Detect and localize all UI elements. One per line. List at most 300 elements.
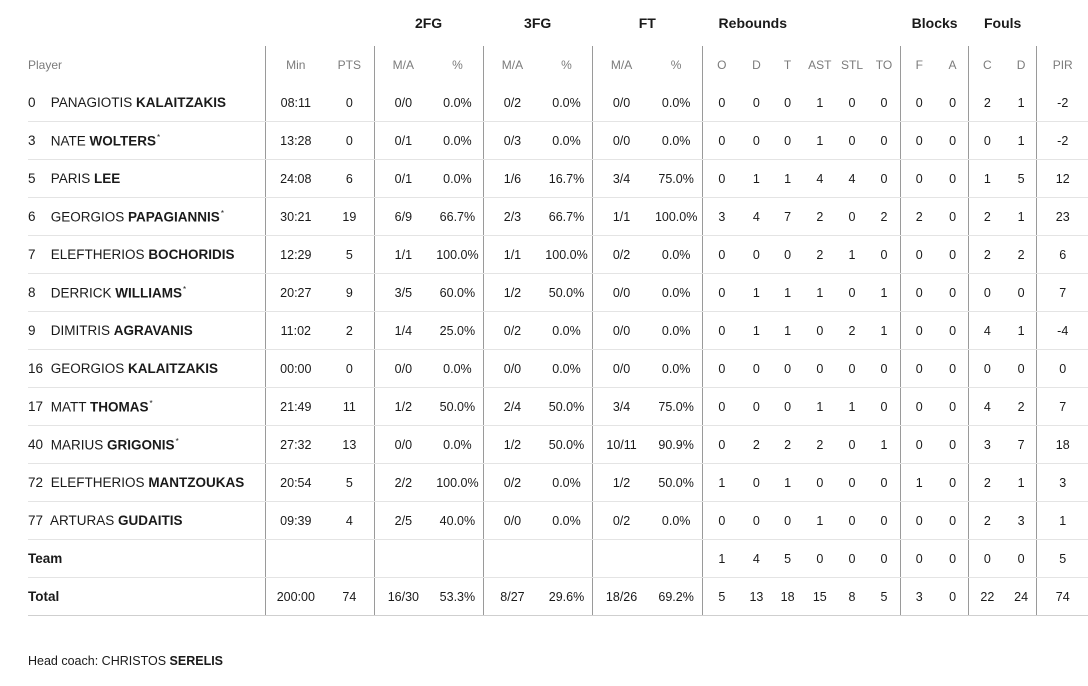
box-score-table-container — [28, 0, 1073, 616]
stat-cell: 1/1 — [374, 236, 432, 274]
stat-cell: 0/1 — [374, 122, 432, 160]
stat-cell: 0/2 — [483, 84, 541, 122]
stat-cell: 66.7% — [432, 198, 483, 236]
stat-cell: 5 — [702, 578, 740, 616]
player-number: 0 — [28, 95, 36, 110]
stat-cell: 0.0% — [650, 312, 702, 350]
player-name-cell[interactable] — [28, 426, 266, 464]
stat-cell: 0 — [868, 464, 901, 502]
stat-cell: 29.6% — [541, 578, 592, 616]
player-first-name: DERRICK — [50, 285, 112, 301]
stat-cell: 0 — [803, 464, 836, 502]
stat-cell: 1 — [741, 312, 772, 350]
stat-cell: 2 — [772, 426, 803, 464]
stat-cell: 5 — [868, 578, 901, 616]
stat-cell: 1 — [836, 388, 867, 426]
group-3fg: 3FG — [524, 15, 552, 31]
team-label: Team — [28, 540, 266, 578]
stat-cell: 0.0% — [432, 84, 483, 122]
column-header: C — [968, 46, 1005, 84]
stat-cell: 1 — [868, 274, 901, 312]
player-last-name: KALAITZAKIS — [136, 95, 227, 110]
stat-cell: 50.0% — [541, 426, 592, 464]
head-coach-first-name: CHRISTOS — [101, 654, 167, 668]
stat-cell: 0 — [836, 84, 867, 122]
stat-cell: 7 — [772, 198, 803, 236]
player-name-cell[interactable] — [28, 236, 266, 274]
stat-cell: 2 — [1006, 236, 1037, 274]
column-header: M/A — [483, 46, 541, 84]
stat-cell: 00:00 — [266, 350, 325, 388]
stat-cell: 1 — [1006, 464, 1037, 502]
stat-cell: 0/0 — [592, 84, 650, 122]
stat-cell: 0.0% — [432, 350, 483, 388]
stat-cell: 2 — [325, 312, 374, 350]
table-row — [28, 388, 1088, 426]
stat-cell: 4 — [836, 160, 867, 198]
stat-cell: 0 — [937, 274, 968, 312]
stat-cell: 0 — [325, 84, 374, 122]
stat-cell: 1 — [1006, 122, 1037, 160]
stat-cell: 0.0% — [541, 312, 592, 350]
player-number: 17 — [28, 399, 44, 415]
stat-cell: 4 — [803, 160, 836, 198]
stat-cell: 0.0% — [541, 502, 592, 540]
stat-cell: 1 — [1006, 84, 1037, 122]
stat-cell: 19 — [325, 198, 374, 236]
stat-cell: 100.0% — [650, 198, 702, 236]
stat-cell: 0 — [901, 388, 937, 426]
stat-cell: 0 — [937, 122, 968, 160]
player-last-name: GRIGONIS — [107, 437, 175, 453]
stat-cell: 0 — [772, 122, 803, 160]
stat-cell: 0 — [901, 236, 937, 274]
player-first-name: MATT — [50, 399, 87, 415]
team-row — [28, 540, 1088, 578]
stat-cell: 23 — [1037, 198, 1088, 236]
stat-cell: 60.0% — [432, 274, 483, 312]
stat-cell: 1 — [803, 122, 836, 160]
stat-cell: 27:32 — [266, 426, 325, 464]
stat-cell: 0 — [836, 426, 867, 464]
table-row — [28, 426, 1088, 464]
player-first-name: MARIUS — [50, 437, 104, 453]
column-header: AST — [808, 58, 832, 72]
stat-cell: 0 — [901, 540, 937, 578]
stat-cell: 09:39 — [266, 502, 325, 540]
stat-cell: 0.0% — [650, 502, 702, 540]
column-header: Min — [266, 46, 325, 84]
table-row — [28, 198, 1088, 236]
player-number: 6 — [28, 209, 36, 225]
stat-cell: 2 — [968, 84, 1005, 122]
stat-cell: 20:27 — [266, 274, 325, 312]
stat-cell: 11 — [325, 388, 374, 426]
stat-cell: 7 — [1037, 388, 1088, 426]
starter-mark: * — [149, 398, 153, 408]
stat-cell: 0.0% — [650, 274, 702, 312]
stat-cell: 1 — [702, 540, 740, 578]
stat-cell: 1 — [772, 464, 803, 502]
stat-cell: 1 — [1006, 312, 1037, 350]
player-number: 5 — [28, 171, 36, 186]
group-blocks: Blocks — [911, 15, 958, 31]
player-first-name: PANAGIOTIS — [50, 95, 133, 110]
stat-cell: 0 — [937, 578, 968, 616]
stat-cell: 0 — [937, 198, 968, 236]
stat-cell: 21:49 — [266, 388, 325, 426]
stat-cell: 6 — [325, 160, 374, 198]
stat-cell: 1 — [772, 274, 803, 312]
stat-cell: 0/0 — [592, 350, 650, 388]
player-name-cell[interactable] — [28, 198, 266, 236]
stat-cell: 50.0% — [650, 464, 702, 502]
player-name-cell[interactable] — [28, 160, 266, 198]
stat-cell: 1 — [702, 464, 740, 502]
column-header: Player — [28, 58, 63, 72]
stat-cell: 0.0% — [650, 350, 702, 388]
stat-cell: 0 — [702, 388, 740, 426]
stat-cell: 22 — [968, 578, 1005, 616]
stat-cell: 0 — [968, 540, 1005, 578]
stat-cell: 0 — [901, 312, 937, 350]
group-rebounds: Rebounds — [718, 15, 787, 31]
stat-cell: 2 — [901, 198, 937, 236]
player-first-name: NATE — [50, 133, 86, 149]
stat-cell: 0 — [901, 274, 937, 312]
stat-cell: 100.0% — [432, 236, 483, 274]
stat-cell: 90.9% — [650, 426, 702, 464]
stat-cell: 0.0% — [541, 464, 592, 502]
stat-cell: 0 — [702, 236, 740, 274]
stat-cell: 24 — [1006, 578, 1037, 616]
stat-cell: 0/1 — [374, 160, 432, 198]
starter-mark: * — [175, 436, 179, 446]
stat-cell: 8/27 — [483, 578, 541, 616]
stat-cell: 0 — [803, 312, 836, 350]
stat-cell: 0/2 — [483, 464, 541, 502]
stat-cell: 0 — [325, 122, 374, 160]
stat-cell: 0 — [702, 502, 740, 540]
head-coach — [28, 654, 223, 668]
stat-cell: 2 — [803, 236, 836, 274]
box-score-table — [28, 0, 1088, 616]
stat-cell: 13 — [325, 426, 374, 464]
stat-cell: 6 — [1037, 236, 1088, 274]
stat-cell: 2/3 — [483, 198, 541, 236]
stat-cell: 5 — [325, 464, 374, 502]
stat-cell: 0 — [968, 274, 1005, 312]
player-last-name: WILLIAMS — [115, 285, 183, 301]
stat-cell: 1 — [803, 274, 836, 312]
stat-cell: 2 — [1006, 388, 1037, 426]
player-last-name: MANTZOUKAS — [148, 475, 245, 490]
column-header: M/A — [374, 46, 432, 84]
stat-cell: 0 — [1006, 540, 1037, 578]
stat-cell: 1 — [1006, 198, 1037, 236]
stat-cell: 1 — [836, 236, 867, 274]
player-last-name: WOLTERS — [89, 133, 157, 149]
stat-cell: 8 — [836, 578, 867, 616]
stat-cell: 0 — [937, 312, 968, 350]
player-number: 77 — [28, 513, 44, 528]
stat-cell: 0 — [836, 350, 867, 388]
table-row — [28, 122, 1088, 160]
stat-cell: 1/2 — [483, 426, 541, 464]
stat-cell: 1 — [772, 160, 803, 198]
stat-cell: 2 — [868, 198, 901, 236]
stat-cell: 0 — [868, 350, 901, 388]
stat-cell — [483, 540, 541, 578]
stat-cell: 0 — [868, 502, 901, 540]
stat-cell: 0 — [937, 388, 968, 426]
stat-cell: 2 — [836, 312, 867, 350]
stat-cell: 0/2 — [483, 312, 541, 350]
player-name-cell[interactable] — [28, 350, 266, 388]
stat-cell — [432, 540, 483, 578]
stat-cell: 20:54 — [266, 464, 325, 502]
stat-cell: 0.0% — [541, 122, 592, 160]
player-name-cell[interactable] — [28, 84, 266, 122]
stat-cell: 1 — [803, 502, 836, 540]
stat-cell: 0 — [937, 426, 968, 464]
stat-cell: 0 — [772, 502, 803, 540]
player-name-cell[interactable] — [28, 464, 266, 502]
stat-cell: 0 — [968, 122, 1005, 160]
stat-cell: 1 — [741, 274, 772, 312]
player-number: 3 — [28, 133, 36, 149]
stat-cell: 16/30 — [374, 578, 432, 616]
stat-cell: 6/9 — [374, 198, 432, 236]
stat-cell: 0 — [901, 160, 937, 198]
stat-cell: 0 — [836, 274, 867, 312]
stat-cell: 74 — [1037, 578, 1088, 616]
player-first-name: ELEFTHERIOS — [50, 247, 145, 262]
stat-cell: 66.7% — [541, 198, 592, 236]
stat-cell: 0.0% — [432, 160, 483, 198]
stat-cell: 0 — [836, 502, 867, 540]
stat-cell: 2 — [968, 464, 1005, 502]
column-header: F — [901, 46, 937, 84]
table-row — [28, 464, 1088, 502]
stat-cell: 5 — [772, 540, 803, 578]
stat-cell: 0 — [1006, 274, 1037, 312]
stat-cell: 0 — [325, 350, 374, 388]
stat-cell: 0/0 — [374, 350, 432, 388]
stat-cell: 1/1 — [483, 236, 541, 274]
column-header: % — [561, 58, 572, 72]
player-rows — [28, 84, 1088, 616]
stat-cell: 2 — [741, 426, 772, 464]
stat-cell: 12:29 — [266, 236, 325, 274]
stat-cell: 2 — [968, 236, 1005, 274]
column-header: % — [670, 58, 682, 72]
column-header: O — [702, 46, 740, 84]
column-header: PIR — [1037, 46, 1088, 84]
stat-cell: 0 — [772, 388, 803, 426]
stat-cell: 7 — [1006, 426, 1037, 464]
column-header-row — [28, 46, 1088, 84]
table-row — [28, 274, 1088, 312]
stat-cell: 0 — [772, 350, 803, 388]
stat-cell: 0 — [702, 160, 740, 198]
stat-cell: 0 — [937, 502, 968, 540]
stat-cell: 0 — [702, 122, 740, 160]
column-header: M/A — [592, 46, 650, 84]
stat-cell: 53.3% — [432, 578, 483, 616]
player-first-name: ELEFTHERIOS — [50, 475, 145, 490]
player-number: 40 — [28, 437, 44, 453]
stat-cell: 13:28 — [266, 122, 325, 160]
stat-cell: 1 — [803, 84, 836, 122]
stat-cell: 10/11 — [592, 426, 650, 464]
stat-cell: 69.2% — [650, 578, 702, 616]
stat-cell: 0 — [702, 84, 740, 122]
stat-cell: 4 — [325, 502, 374, 540]
stat-cell: 0 — [937, 464, 968, 502]
stat-cell: 1 — [1037, 502, 1088, 540]
stat-cell — [374, 540, 432, 578]
head-coach-last-name: SERELIS — [169, 654, 224, 668]
stat-cell: -2 — [1037, 84, 1088, 122]
stat-cell: 11:02 — [266, 312, 325, 350]
stat-cell: 0 — [868, 84, 901, 122]
player-name-cell[interactable] — [28, 312, 266, 350]
stat-cell: 0/0 — [592, 274, 650, 312]
stat-cell: 0 — [702, 312, 740, 350]
total-row — [28, 578, 1088, 616]
stat-cell: 1/2 — [592, 464, 650, 502]
table-row — [28, 502, 1088, 540]
player-last-name: THOMAS — [90, 399, 149, 415]
stat-cell: 0 — [836, 198, 867, 236]
starter-mark: * — [183, 284, 187, 294]
stat-cell: 0 — [741, 84, 772, 122]
stat-cell: 200:00 — [266, 578, 325, 616]
stat-cell: 0 — [836, 464, 867, 502]
stat-cell: 08:11 — [266, 84, 325, 122]
stat-cell: 18 — [1037, 426, 1088, 464]
stat-cell: 0/2 — [592, 236, 650, 274]
stat-cell: 0 — [803, 540, 836, 578]
player-last-name: PAPAGIANNIS — [128, 209, 220, 225]
total-label: Total — [28, 578, 266, 616]
stat-cell: 1/6 — [483, 160, 541, 198]
stat-cell — [325, 540, 374, 578]
player-last-name: BOCHORIDIS — [148, 247, 235, 262]
stat-cell: 3 — [968, 426, 1005, 464]
player-last-name: KALAITZAKIS — [128, 361, 219, 376]
stat-cell: 5 — [325, 236, 374, 274]
player-number: 16 — [28, 361, 44, 376]
stat-cell: 40.0% — [432, 502, 483, 540]
stat-cell: 100.0% — [541, 236, 592, 274]
column-header: D — [1016, 58, 1026, 72]
group-ft: FT — [638, 15, 656, 31]
player-name-cell[interactable] — [28, 388, 266, 426]
stat-cell: 1 — [968, 160, 1005, 198]
stat-cell: 0 — [702, 274, 740, 312]
stat-cell: 0 — [901, 122, 937, 160]
stat-cell: 0 — [836, 540, 867, 578]
stat-cell: 0 — [901, 350, 937, 388]
stat-cell: 0 — [937, 540, 968, 578]
player-name-cell[interactable] — [28, 274, 266, 312]
stat-cell: 24:08 — [266, 160, 325, 198]
stat-cell: 0 — [741, 236, 772, 274]
stat-cell: 0/0 — [374, 84, 432, 122]
stat-cell: 2 — [803, 198, 836, 236]
player-last-name: AGRAVANIS — [113, 323, 193, 338]
stat-cell: 0/0 — [483, 350, 541, 388]
stat-cell: 1/2 — [374, 388, 432, 426]
player-last-name: LEE — [94, 171, 121, 186]
stat-cell: 0 — [868, 122, 901, 160]
stat-cell: 3/4 — [592, 160, 650, 198]
stat-cell: 100.0% — [432, 464, 483, 502]
stat-cell: 0.0% — [650, 236, 702, 274]
stat-cell: 5 — [1037, 540, 1088, 578]
stat-cell: 0/0 — [374, 426, 432, 464]
stat-cell: 0 — [803, 350, 836, 388]
stat-cell: 0 — [868, 388, 901, 426]
stat-cell: 50.0% — [541, 274, 592, 312]
stat-cell: -4 — [1037, 312, 1088, 350]
stat-cell: 50.0% — [541, 388, 592, 426]
stat-cell: 0/0 — [483, 502, 541, 540]
stat-cell: 0 — [1006, 350, 1037, 388]
table-row — [28, 350, 1088, 388]
stat-cell: 0 — [937, 350, 968, 388]
stat-cell: 9 — [325, 274, 374, 312]
player-name-cell[interactable] — [28, 122, 266, 160]
stat-cell: 0 — [901, 426, 937, 464]
player-first-name: GEORGIOS — [50, 361, 125, 376]
stat-cell: 2 — [803, 426, 836, 464]
stat-cell: 0.0% — [432, 426, 483, 464]
stat-cell: 3 — [1006, 502, 1037, 540]
stat-cell: 15 — [803, 578, 836, 616]
stat-cell: 0 — [901, 84, 937, 122]
stat-cell: 0 — [1037, 350, 1088, 388]
stat-cell — [592, 540, 650, 578]
stat-cell: 30:21 — [266, 198, 325, 236]
stat-cell: 0 — [772, 84, 803, 122]
stat-cell: 0 — [836, 122, 867, 160]
stat-cell: 3 — [1037, 464, 1088, 502]
stat-cell: 0 — [868, 236, 901, 274]
stat-cell: 4 — [968, 388, 1005, 426]
player-first-name: DIMITRIS — [50, 323, 111, 338]
stat-cell: 2/2 — [374, 464, 432, 502]
player-name-cell[interactable] — [28, 502, 266, 540]
stat-cell: 0 — [702, 350, 740, 388]
stat-cell: 0 — [901, 502, 937, 540]
stat-cell: 1 — [901, 464, 937, 502]
table-row — [28, 160, 1088, 198]
stat-cell: 0.0% — [541, 84, 592, 122]
stat-cell: 0 — [868, 160, 901, 198]
stat-cell: 1/1 — [592, 198, 650, 236]
stat-cell: 1 — [772, 312, 803, 350]
stat-cell: 12 — [1037, 160, 1088, 198]
stat-cell: 1 — [803, 388, 836, 426]
stat-cell: 0 — [772, 236, 803, 274]
stat-cell: 2/4 — [483, 388, 541, 426]
stat-cell: 1/2 — [483, 274, 541, 312]
stat-cell: 5 — [1006, 160, 1037, 198]
player-number: 9 — [28, 323, 36, 338]
